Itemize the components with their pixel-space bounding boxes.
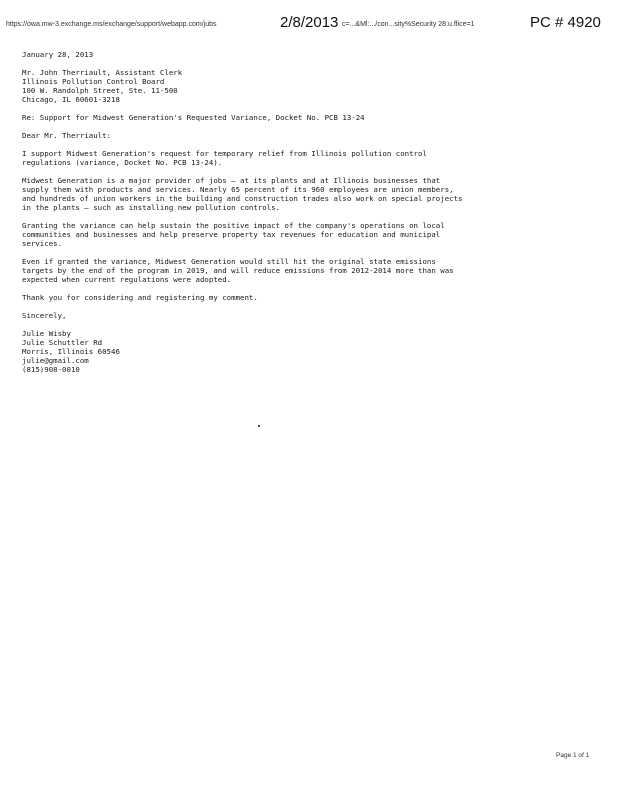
signature-block [22,329,582,374]
recipient-line: 100 W. Randolph Street, Ste. 11-500 [22,86,178,95]
signature-email: julie@gmail.com [22,356,89,365]
recipient-block [22,68,582,104]
paragraph-line: Midwest Generation is a major provider of jobs – at its plants and at Illinois businesses that [22,176,441,185]
paragraph-line: in the plants – such as installing new pollution controls. [22,203,281,212]
paragraph-line: targets by the end of the program in 2019, and will reduce emissions from 2012-2014 more than was [22,266,454,275]
recipient-line: Chicago, IL 60601-3218 [22,95,120,104]
paragraph-emissions [22,257,582,284]
paragraph-line: communities and businesses and help preserve property tax revenues for education and municipal [22,230,441,239]
paragraph-line: services. [22,239,63,248]
subject-line: Re: Support for Midwest Generation's Requested Variance, Docket No. PCB 13-24 [22,113,365,122]
paragraph-line: supply them with products and services. Nearly 65 percent of its 960 employees are union members, [22,185,454,194]
paragraph-line: expected when current regulations were adopted. [22,275,232,284]
paragraph-support [22,149,582,167]
header-date: 2/8/2013 [280,14,339,31]
paragraph-line: Thank you for considering and registering my comment. [22,293,258,302]
letter-body [22,50,582,383]
page-number: Page 1 of 1 [556,752,590,759]
fax-header [6,14,606,34]
paragraph-variance [22,221,582,248]
paragraph-line: regulations (variance, Docket No. PCB 13-24). [22,158,223,167]
paragraph-line: I support Midwest Generation's request for temporary relief from Illinois pollution control [22,149,427,158]
header-url-right: c=...&Ml:.../con...sity%Security 28.u.ffice=1 [342,21,475,28]
closing: Sincerely, [22,311,67,320]
signature-phone: (815)908-0010 [22,365,80,374]
recipient-line: Illinois Pollution Control Board [22,77,165,86]
header-url-left: https://owa.mw-3.exchange.ms/exchange/support/webapp.com/jubs [6,21,217,28]
signature-street: Julie Schuttler Rd [22,338,103,347]
signature-name: Julie Wisby [22,329,71,338]
paragraph-jobs [22,176,582,212]
paragraph-line: and hundreds of union workers in the building and construction trades also work on special projects [22,194,463,203]
salutation: Dear Mr. Therriault: [22,131,111,140]
signature-city: Morris, Illinois 60546 [22,347,120,356]
pc-number: PC # 4920 [530,14,601,31]
paragraph-line: Granting the variance can help sustain the positive impact of the company's operations on local [22,221,445,230]
letter-date: January 28, 2013 [22,50,94,59]
scan-speck [258,425,260,427]
paragraph-thanks [22,293,582,302]
paragraph-line: Even if granted the variance, Midwest Generation would still hit the original state emissions [22,257,436,266]
recipient-line: Mr. John Therriault, Assistant Clerk [22,68,183,77]
